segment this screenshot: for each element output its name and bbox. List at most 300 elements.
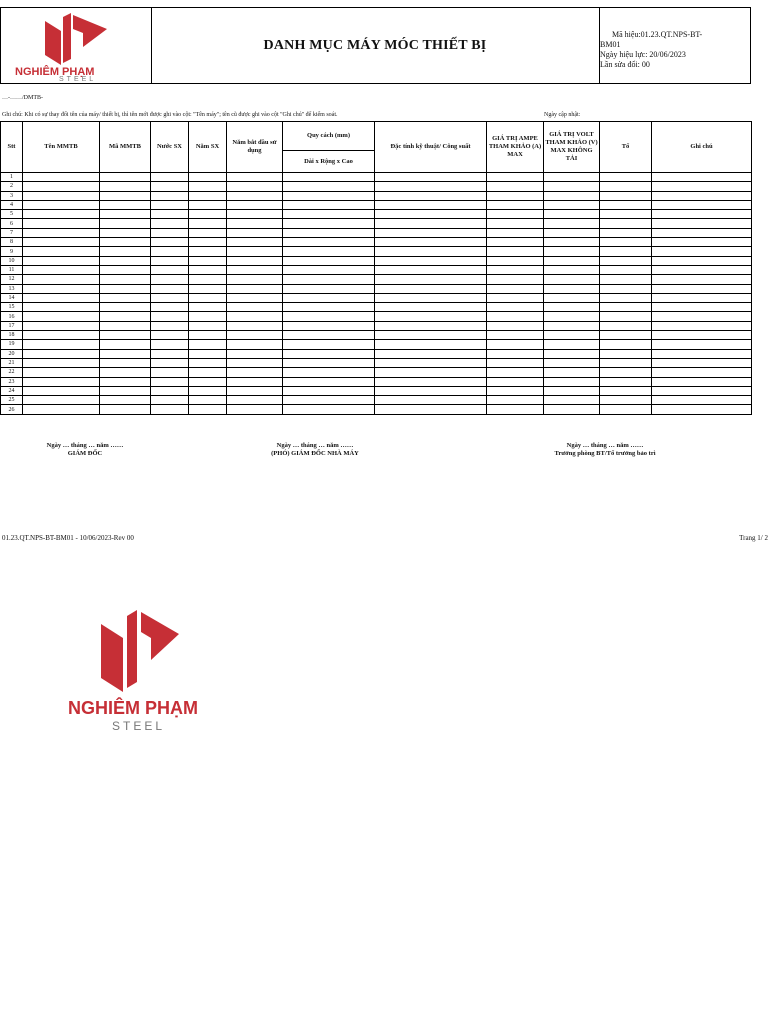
table-cell bbox=[151, 191, 189, 200]
table-cell bbox=[227, 293, 283, 302]
table-cell bbox=[23, 275, 100, 284]
table-cell bbox=[189, 275, 227, 284]
page-title: DANH MỤC MÁY MÓC THIẾT BỊ bbox=[263, 37, 487, 53]
signature-role: (PHÓ) GIÁM ĐỐC NHÀ MÁY bbox=[271, 450, 359, 457]
table-cell bbox=[487, 173, 544, 182]
table-cell bbox=[151, 377, 189, 386]
table-cell bbox=[151, 284, 189, 293]
logo-sub: STEEL bbox=[59, 76, 97, 83]
table-row bbox=[1, 219, 752, 228]
row-number: 21 bbox=[1, 358, 23, 367]
table-cell bbox=[375, 191, 487, 200]
table-cell bbox=[151, 340, 189, 349]
row-number: 17 bbox=[1, 321, 23, 330]
equipment-table bbox=[0, 121, 752, 415]
table-cell bbox=[283, 349, 375, 358]
table-body bbox=[1, 173, 752, 415]
table-cell bbox=[151, 219, 189, 228]
table-cell bbox=[283, 321, 375, 330]
table-cell bbox=[227, 331, 283, 340]
table-cell bbox=[227, 303, 283, 312]
revision: Lần sửa đổi: 00 bbox=[600, 60, 650, 69]
row-number: 16 bbox=[1, 312, 23, 321]
table-cell bbox=[652, 340, 752, 349]
table-cell bbox=[227, 219, 283, 228]
title-cell bbox=[151, 8, 600, 83]
table-cell bbox=[189, 200, 227, 209]
table-cell bbox=[544, 331, 600, 340]
table-cell bbox=[100, 386, 151, 395]
col-spec: Quy cách (mm) bbox=[283, 122, 375, 151]
table-cell bbox=[227, 349, 283, 358]
table-cell bbox=[487, 405, 544, 414]
table-cell bbox=[23, 340, 100, 349]
table-cell bbox=[189, 173, 227, 182]
row-number: 10 bbox=[1, 256, 23, 265]
table-cell bbox=[283, 368, 375, 377]
col-volt: GIÁ TRỊ VOLT THAM KHẢO (V) MAX KHÔNG TẢI bbox=[544, 122, 600, 173]
table-cell bbox=[189, 358, 227, 367]
table-cell bbox=[600, 247, 652, 256]
table-row bbox=[1, 377, 752, 386]
signature-maintenance bbox=[530, 442, 680, 458]
table-cell bbox=[151, 386, 189, 395]
table-cell bbox=[100, 219, 151, 228]
col-feature: Đặc tính kỹ thuật/ Công suất bbox=[375, 122, 487, 173]
table-cell bbox=[189, 228, 227, 237]
logo-brand: NGHIÊM PHẠM bbox=[15, 66, 95, 78]
table-cell bbox=[544, 293, 600, 302]
table-row bbox=[1, 247, 752, 256]
table-cell bbox=[151, 275, 189, 284]
table-cell bbox=[151, 247, 189, 256]
table-cell bbox=[100, 182, 151, 191]
table-cell bbox=[189, 396, 227, 405]
table-cell bbox=[375, 303, 487, 312]
table-cell bbox=[283, 358, 375, 367]
table-cell bbox=[100, 265, 151, 274]
table-row bbox=[1, 173, 752, 182]
table-cell bbox=[652, 284, 752, 293]
table-cell bbox=[652, 312, 752, 321]
table-row bbox=[1, 256, 752, 265]
large-logo bbox=[64, 608, 214, 738]
table-cell bbox=[487, 377, 544, 386]
table-cell bbox=[151, 331, 189, 340]
table-cell bbox=[23, 182, 100, 191]
table-cell bbox=[227, 182, 283, 191]
table-cell bbox=[487, 219, 544, 228]
table-cell bbox=[227, 200, 283, 209]
table-cell bbox=[283, 265, 375, 274]
signature-director bbox=[10, 442, 160, 458]
row-number: 4 bbox=[1, 200, 23, 209]
table-cell bbox=[100, 405, 151, 414]
table-cell bbox=[544, 349, 600, 358]
table-cell bbox=[487, 210, 544, 219]
large-logo-icon bbox=[99, 608, 181, 694]
table-cell bbox=[23, 219, 100, 228]
table-cell bbox=[375, 247, 487, 256]
table-row bbox=[1, 405, 752, 414]
table-cell bbox=[375, 284, 487, 293]
table-cell bbox=[544, 238, 600, 247]
table-cell bbox=[100, 331, 151, 340]
table-cell bbox=[100, 247, 151, 256]
table-row bbox=[1, 321, 752, 330]
table-cell bbox=[23, 303, 100, 312]
table-cell bbox=[100, 284, 151, 293]
table-cell bbox=[100, 358, 151, 367]
table-cell bbox=[544, 228, 600, 237]
table-cell bbox=[23, 386, 100, 395]
table-cell bbox=[100, 238, 151, 247]
table-cell bbox=[283, 340, 375, 349]
table-cell bbox=[375, 238, 487, 247]
table-cell bbox=[600, 275, 652, 284]
table-cell bbox=[375, 228, 487, 237]
table-cell bbox=[375, 312, 487, 321]
large-logo-brand: NGHIÊM PHẠM bbox=[68, 698, 198, 718]
table-cell bbox=[100, 377, 151, 386]
table-cell bbox=[227, 396, 283, 405]
table-cell bbox=[227, 340, 283, 349]
table-row bbox=[1, 303, 752, 312]
table-cell bbox=[283, 293, 375, 302]
table-cell bbox=[189, 182, 227, 191]
table-cell bbox=[23, 349, 100, 358]
table-cell bbox=[227, 358, 283, 367]
table-cell bbox=[23, 191, 100, 200]
table-cell bbox=[23, 321, 100, 330]
table-cell bbox=[487, 396, 544, 405]
table-cell bbox=[652, 247, 752, 256]
table-cell bbox=[227, 210, 283, 219]
table-cell bbox=[151, 358, 189, 367]
table-cell bbox=[100, 321, 151, 330]
table-cell bbox=[375, 331, 487, 340]
table-cell bbox=[189, 191, 227, 200]
table-cell bbox=[487, 349, 544, 358]
table-cell bbox=[600, 321, 652, 330]
table-cell bbox=[544, 303, 600, 312]
table-cell bbox=[151, 200, 189, 209]
table-cell bbox=[227, 275, 283, 284]
table-cell bbox=[23, 405, 100, 414]
table-cell bbox=[600, 312, 652, 321]
table-row bbox=[1, 284, 752, 293]
table-cell bbox=[652, 405, 752, 414]
table-cell bbox=[227, 321, 283, 330]
row-number: 15 bbox=[1, 303, 23, 312]
row-number: 19 bbox=[1, 340, 23, 349]
row-number: 14 bbox=[1, 293, 23, 302]
table-cell bbox=[600, 377, 652, 386]
table-cell bbox=[227, 238, 283, 247]
table-cell bbox=[283, 405, 375, 414]
table-cell bbox=[23, 396, 100, 405]
table-cell bbox=[600, 303, 652, 312]
table-cell bbox=[375, 405, 487, 414]
signature-factory-director bbox=[240, 442, 390, 458]
signature-date: Ngày … tháng … năm …… bbox=[276, 442, 354, 449]
row-number: 26 bbox=[1, 405, 23, 414]
table-cell bbox=[151, 396, 189, 405]
doc-code-cont: BM01 bbox=[600, 40, 621, 49]
table-cell bbox=[600, 349, 652, 358]
table-row bbox=[1, 368, 752, 377]
table-cell bbox=[151, 293, 189, 302]
table-cell bbox=[189, 284, 227, 293]
table-cell bbox=[487, 275, 544, 284]
signature-date: Ngày … tháng … năm …… bbox=[46, 442, 124, 449]
table-cell bbox=[23, 210, 100, 219]
table-cell bbox=[100, 349, 151, 358]
table-cell bbox=[100, 210, 151, 219]
row-number: 1 bbox=[1, 173, 23, 182]
table-cell bbox=[151, 321, 189, 330]
table-cell bbox=[151, 210, 189, 219]
table-row bbox=[1, 265, 752, 274]
col-name: Tên MMTB bbox=[23, 122, 100, 173]
table-cell bbox=[189, 405, 227, 414]
table-cell bbox=[600, 173, 652, 182]
code-prefix: …-……/DMTB- bbox=[2, 95, 43, 101]
table-cell bbox=[600, 331, 652, 340]
row-number: 2 bbox=[1, 182, 23, 191]
table-cell bbox=[652, 173, 752, 182]
table-cell bbox=[600, 340, 652, 349]
table-cell bbox=[652, 210, 752, 219]
table-cell bbox=[100, 340, 151, 349]
table-cell bbox=[487, 284, 544, 293]
table-cell bbox=[151, 349, 189, 358]
table-cell bbox=[23, 331, 100, 340]
table-cell bbox=[652, 275, 752, 284]
table-cell bbox=[487, 238, 544, 247]
table-cell bbox=[100, 396, 151, 405]
table-cell bbox=[151, 173, 189, 182]
table-cell bbox=[227, 256, 283, 265]
table-cell bbox=[600, 210, 652, 219]
table-cell bbox=[375, 219, 487, 228]
table-cell bbox=[652, 265, 752, 274]
table-cell bbox=[544, 284, 600, 293]
signature-role: GIÁM ĐỐC bbox=[67, 450, 103, 457]
table-cell bbox=[652, 331, 752, 340]
table-cell bbox=[375, 321, 487, 330]
table-cell bbox=[487, 182, 544, 191]
table-cell bbox=[189, 321, 227, 330]
table-cell bbox=[227, 312, 283, 321]
table-cell bbox=[283, 396, 375, 405]
table-cell bbox=[375, 275, 487, 284]
table-cell bbox=[23, 368, 100, 377]
table-cell bbox=[544, 191, 600, 200]
table-cell bbox=[652, 321, 752, 330]
table-cell bbox=[487, 293, 544, 302]
table-cell bbox=[151, 265, 189, 274]
table-cell bbox=[283, 173, 375, 182]
table-cell bbox=[652, 386, 752, 395]
row-number: 9 bbox=[1, 247, 23, 256]
col-country: Nước SX bbox=[151, 122, 189, 173]
table-cell bbox=[375, 358, 487, 367]
table-cell bbox=[544, 377, 600, 386]
table-cell bbox=[600, 405, 652, 414]
row-number: 20 bbox=[1, 349, 23, 358]
table-cell bbox=[544, 368, 600, 377]
table-cell bbox=[283, 228, 375, 237]
table-cell bbox=[23, 265, 100, 274]
table-cell bbox=[283, 386, 375, 395]
table-cell bbox=[487, 303, 544, 312]
table-row bbox=[1, 238, 752, 247]
col-note: Ghi chú bbox=[652, 122, 752, 173]
table-cell bbox=[375, 293, 487, 302]
table-cell bbox=[100, 293, 151, 302]
table-cell bbox=[227, 191, 283, 200]
table-row bbox=[1, 386, 752, 395]
table-cell bbox=[544, 173, 600, 182]
table-cell bbox=[600, 265, 652, 274]
table-cell bbox=[151, 228, 189, 237]
table-cell bbox=[100, 312, 151, 321]
table-cell bbox=[23, 173, 100, 182]
table-row bbox=[1, 312, 752, 321]
table-cell bbox=[487, 331, 544, 340]
table-cell bbox=[189, 349, 227, 358]
table-cell bbox=[600, 368, 652, 377]
table-cell bbox=[23, 247, 100, 256]
table-cell bbox=[544, 219, 600, 228]
table-cell bbox=[189, 303, 227, 312]
table-row bbox=[1, 182, 752, 191]
table-cell bbox=[283, 219, 375, 228]
table-cell bbox=[100, 228, 151, 237]
table-cell bbox=[600, 182, 652, 191]
table-cell bbox=[544, 340, 600, 349]
table-cell bbox=[100, 200, 151, 209]
table-cell bbox=[283, 284, 375, 293]
table-cell bbox=[375, 256, 487, 265]
table-cell bbox=[283, 182, 375, 191]
table-cell bbox=[100, 256, 151, 265]
table-cell bbox=[600, 284, 652, 293]
table-cell bbox=[652, 377, 752, 386]
table-cell bbox=[189, 340, 227, 349]
col-code: Mã MMTB bbox=[100, 122, 151, 173]
table-cell bbox=[189, 247, 227, 256]
table-cell bbox=[600, 386, 652, 395]
table-row bbox=[1, 191, 752, 200]
table-cell bbox=[375, 386, 487, 395]
table-cell bbox=[487, 368, 544, 377]
table-cell bbox=[23, 312, 100, 321]
row-number: 11 bbox=[1, 265, 23, 274]
row-number: 24 bbox=[1, 386, 23, 395]
table-cell bbox=[283, 210, 375, 219]
table-cell bbox=[375, 349, 487, 358]
table-cell bbox=[375, 377, 487, 386]
doc-code: Mã hiệu:01.23.QT.NPS-BT- bbox=[612, 30, 703, 39]
row-number: 3 bbox=[1, 191, 23, 200]
table-cell bbox=[151, 182, 189, 191]
table-cell bbox=[652, 396, 752, 405]
table-cell bbox=[487, 312, 544, 321]
table-cell bbox=[283, 312, 375, 321]
footer-doc-code: 01.23.QT.NPS-BT-BM01 - 10/06/2023-Rev 00 bbox=[2, 534, 134, 542]
table-cell bbox=[100, 368, 151, 377]
table-cell bbox=[652, 293, 752, 302]
row-number: 6 bbox=[1, 219, 23, 228]
doc-info-cell bbox=[599, 8, 751, 83]
table-cell bbox=[283, 238, 375, 247]
table-cell bbox=[23, 238, 100, 247]
table-cell bbox=[544, 312, 600, 321]
table-cell bbox=[487, 386, 544, 395]
table-cell bbox=[23, 293, 100, 302]
document-header bbox=[0, 7, 751, 84]
table-row bbox=[1, 340, 752, 349]
table-cell bbox=[283, 303, 375, 312]
table-cell bbox=[189, 312, 227, 321]
effective-date: Ngày hiệu lực: 20/06/2023 bbox=[600, 50, 686, 59]
table-cell bbox=[487, 228, 544, 237]
table-cell bbox=[544, 200, 600, 209]
table-cell bbox=[189, 377, 227, 386]
table-cell bbox=[652, 358, 752, 367]
table-cell bbox=[151, 303, 189, 312]
table-cell bbox=[600, 191, 652, 200]
table-cell bbox=[487, 247, 544, 256]
table-cell bbox=[189, 238, 227, 247]
table-cell bbox=[652, 368, 752, 377]
row-number: 5 bbox=[1, 210, 23, 219]
table-cell bbox=[600, 219, 652, 228]
table-cell bbox=[283, 331, 375, 340]
table-cell bbox=[487, 265, 544, 274]
table-cell bbox=[189, 331, 227, 340]
table-cell bbox=[151, 312, 189, 321]
table-cell bbox=[600, 200, 652, 209]
table-cell bbox=[189, 386, 227, 395]
table-cell bbox=[23, 358, 100, 367]
table-cell bbox=[544, 321, 600, 330]
table-cell bbox=[151, 405, 189, 414]
table-cell bbox=[375, 200, 487, 209]
table-cell bbox=[283, 275, 375, 284]
table-cell bbox=[23, 228, 100, 237]
logo-icon bbox=[41, 13, 111, 68]
table-cell bbox=[227, 247, 283, 256]
table-cell bbox=[487, 200, 544, 209]
table-cell bbox=[544, 256, 600, 265]
table-cell bbox=[227, 284, 283, 293]
table-cell bbox=[652, 191, 752, 200]
table-cell bbox=[189, 368, 227, 377]
table-cell bbox=[600, 256, 652, 265]
table-cell bbox=[375, 182, 487, 191]
table-cell bbox=[375, 265, 487, 274]
table-cell bbox=[375, 340, 487, 349]
table-cell bbox=[487, 256, 544, 265]
table-cell bbox=[487, 340, 544, 349]
table-cell bbox=[544, 210, 600, 219]
table-cell bbox=[100, 303, 151, 312]
table-cell bbox=[227, 228, 283, 237]
col-stt: Stt bbox=[1, 122, 23, 173]
